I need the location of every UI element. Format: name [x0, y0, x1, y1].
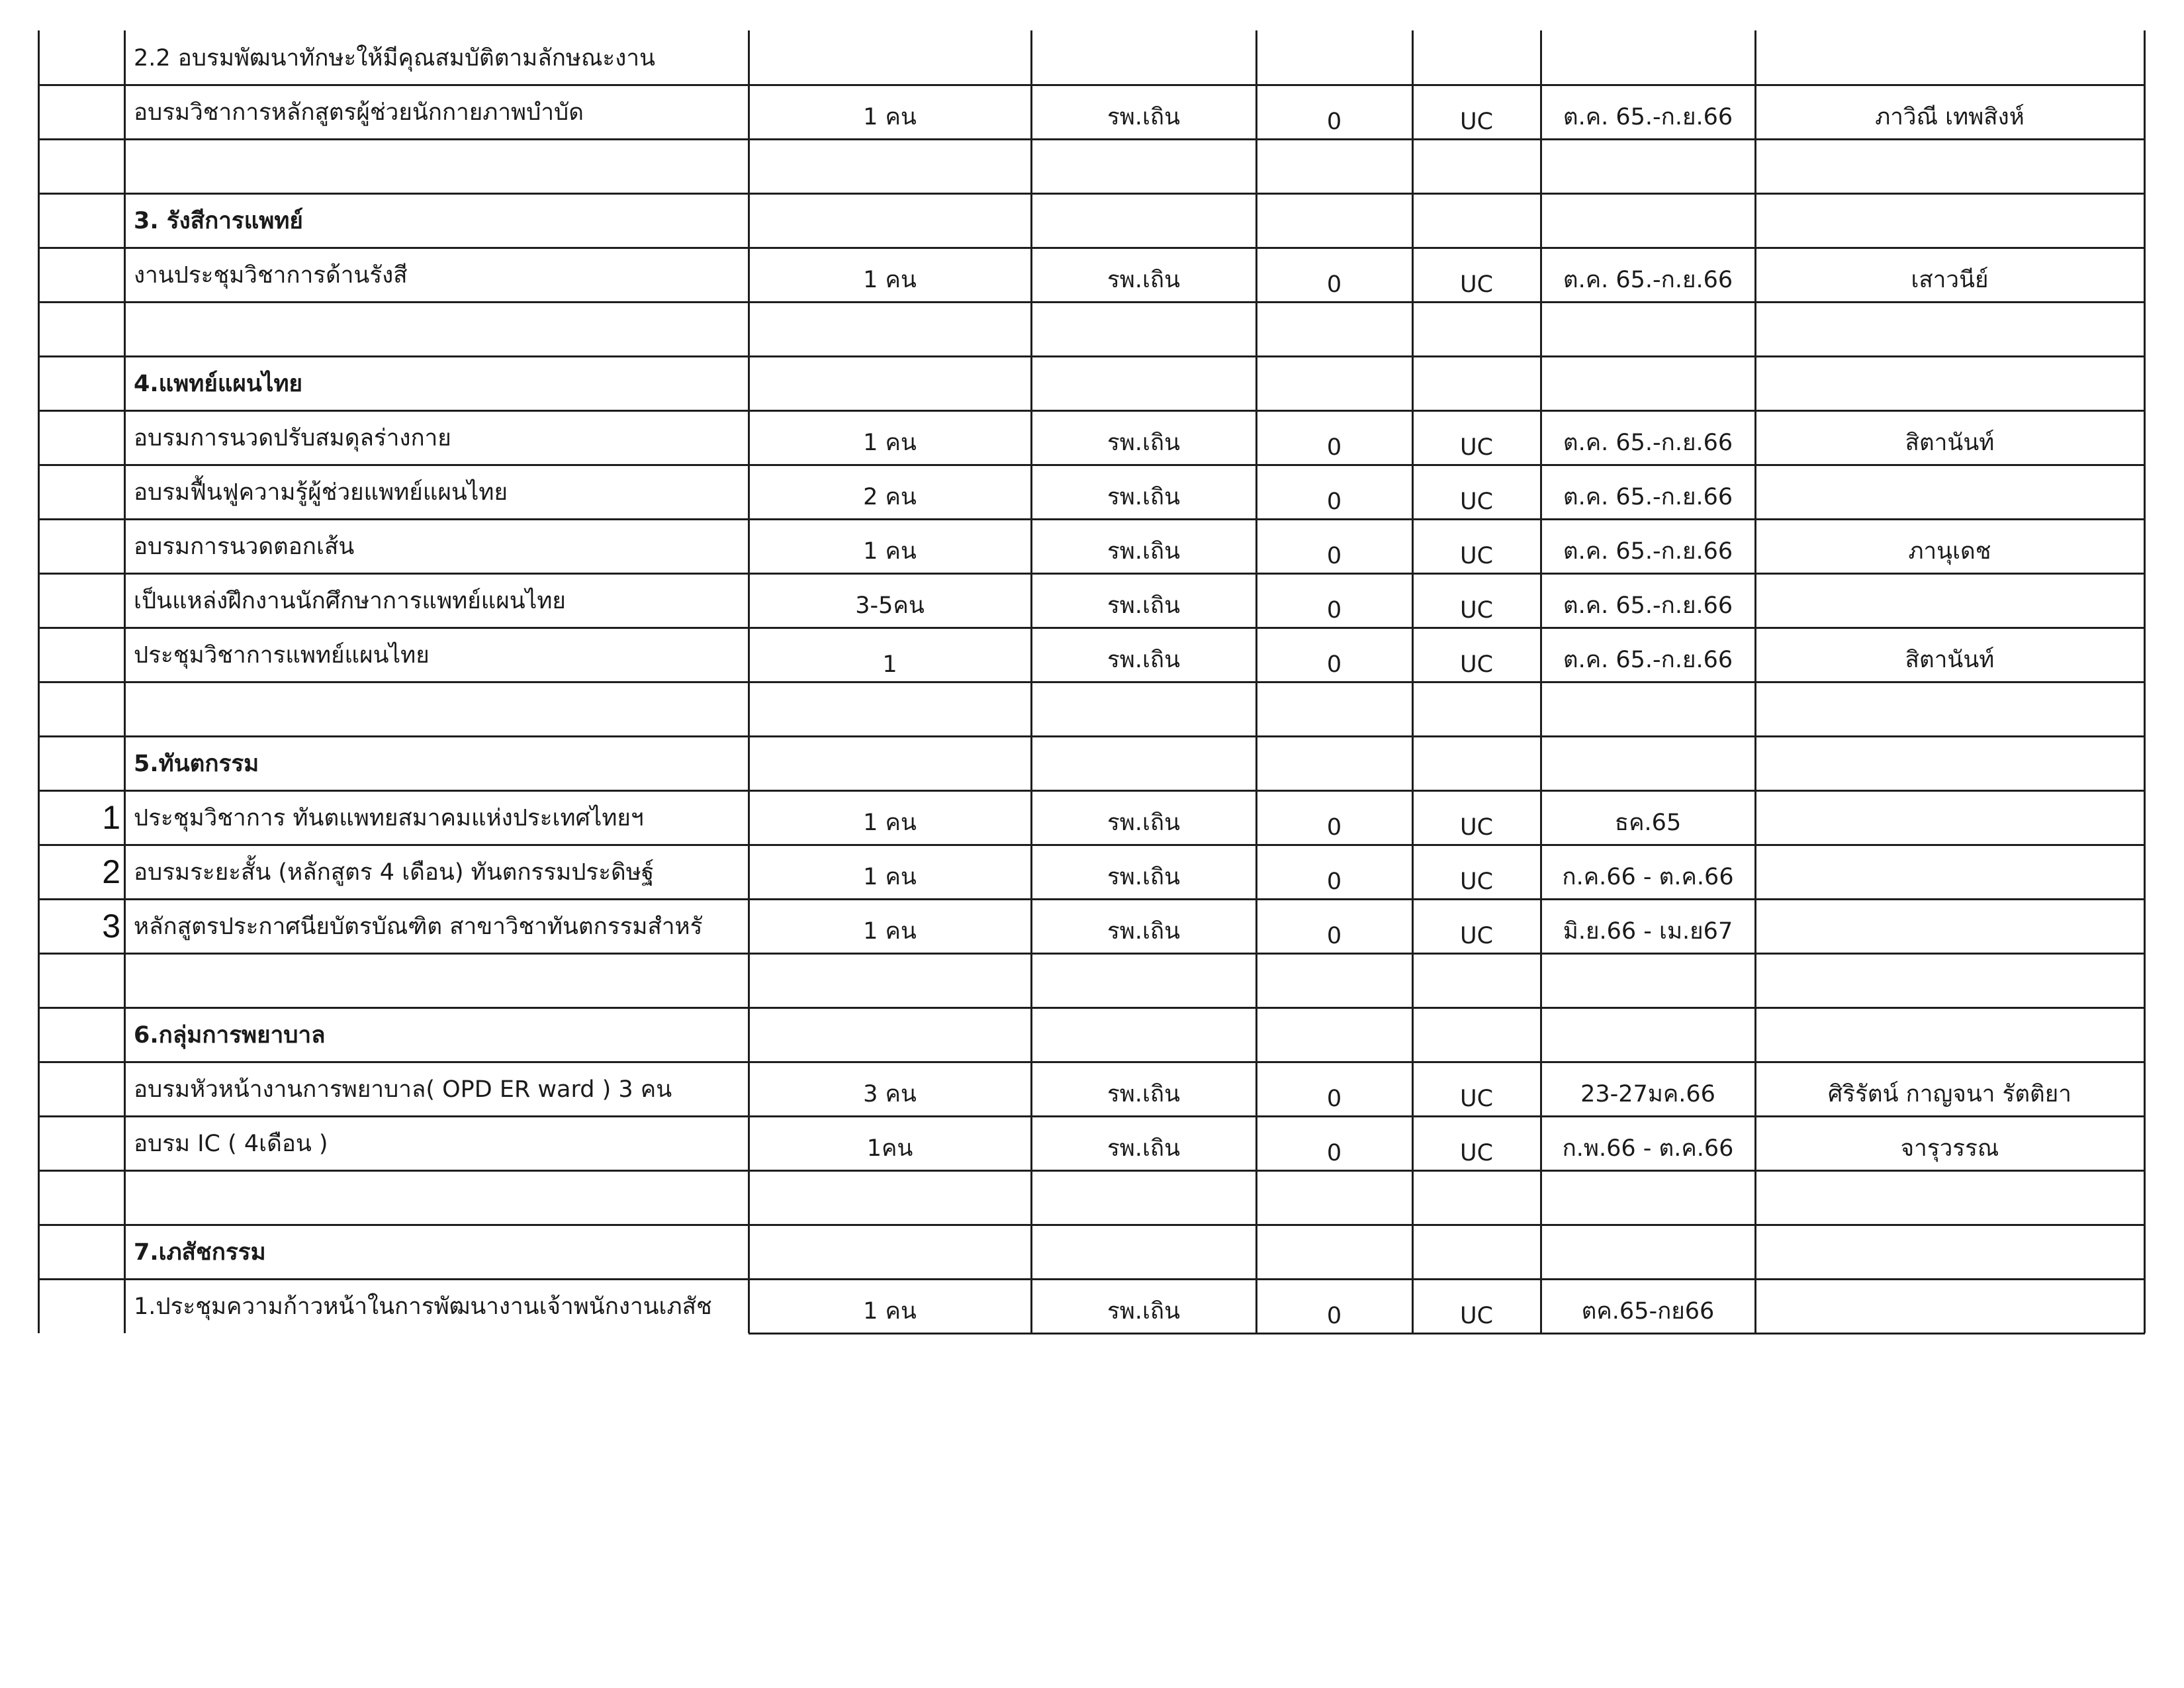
period-cell: มิ.ย.66 - เม.ย67 — [1563, 918, 1733, 945]
table-row — [38, 899, 2144, 953]
persons-cell: 1 คน — [863, 430, 917, 456]
responsible-cell: สิตานันท์ — [1905, 647, 1995, 673]
budget-cell — [1256, 953, 1412, 1008]
budget-cell — [1256, 302, 1412, 356]
grid-hline — [38, 681, 2145, 683]
persons-cell — [749, 736, 1031, 790]
section-heading-row — [38, 736, 2144, 790]
row-number-cell — [38, 248, 124, 302]
section-heading-row — [38, 193, 2144, 248]
row-number-cell — [38, 1170, 124, 1225]
fund-cell: UC — [1459, 1140, 1494, 1166]
grid-hline — [38, 953, 2145, 955]
fund-cell — [1412, 1008, 1541, 1062]
budget-cell: 0 — [1326, 1086, 1342, 1112]
row-number-cell — [38, 85, 124, 139]
activity-title-cell: อบรมหัวหน้างานการพยาบาล( OPD ER ward ) 3 คน — [134, 1076, 672, 1103]
grid-hline — [38, 627, 2145, 629]
budget-cell: 0 — [1326, 271, 1342, 298]
row-number-cell: 1 — [102, 799, 120, 836]
table-row — [38, 1062, 2144, 1116]
fund-cell — [1412, 682, 1541, 736]
budget-cell: 0 — [1326, 923, 1342, 949]
period-cell — [1541, 736, 1755, 790]
responsible-cell — [1755, 1170, 2144, 1225]
persons-cell: 1 — [882, 651, 897, 678]
persons-cell: 1 คน — [863, 1298, 917, 1325]
section-heading-row — [38, 356, 2144, 410]
budget-cell: 0 — [1326, 434, 1342, 461]
persons-cell — [749, 193, 1031, 248]
budget-cell: 0 — [1326, 597, 1342, 624]
row-number-cell — [38, 30, 124, 85]
budget-cell — [1256, 1225, 1412, 1279]
responsible-cell — [1755, 682, 2144, 736]
fund-cell: UC — [1459, 923, 1494, 949]
activity-title-cell: 4.แพทย์แผนไทย — [134, 370, 303, 397]
grid-hline — [38, 355, 2145, 357]
place-cell: รพ.เถิน — [1107, 1298, 1181, 1325]
table-row — [38, 1279, 2144, 1333]
place-cell: รพ.เถิน — [1107, 1135, 1181, 1162]
persons-cell — [749, 1170, 1031, 1225]
budget-cell: 0 — [1326, 1303, 1342, 1329]
place-cell — [1031, 682, 1256, 736]
row-number-cell — [38, 573, 124, 628]
fund-cell: UC — [1459, 651, 1494, 678]
responsible-cell — [1755, 1279, 2144, 1333]
grid-hline — [749, 1333, 2145, 1335]
persons-cell: 3 คน — [863, 1081, 917, 1107]
row-number-cell — [38, 410, 124, 465]
activity-title-cell: 7.เภสัชกรรม — [134, 1239, 266, 1266]
period-cell — [1541, 1225, 1755, 1279]
responsible-cell — [1755, 30, 2144, 85]
activity-title-cell: 2.2 อบรมพัฒนาทักษะให้มีคุณสมบัติตามลักษณะงาน — [134, 44, 655, 71]
budget-cell — [1256, 1170, 1412, 1225]
period-cell — [1541, 193, 1755, 248]
place-cell: รพ.เถิน — [1107, 267, 1181, 293]
table-row — [38, 85, 2144, 139]
grid-hline — [38, 735, 2145, 737]
table-row — [38, 519, 2144, 573]
persons-cell: 1 คน — [863, 864, 917, 890]
row-number-cell — [38, 682, 124, 736]
place-cell — [1031, 30, 1256, 85]
period-cell: ต.ค. 65.-ก.ย.66 — [1563, 647, 1733, 673]
table-row — [38, 682, 2144, 736]
budget-cell — [1256, 682, 1412, 736]
row-number-cell: 3 — [102, 908, 120, 945]
place-cell — [1031, 953, 1256, 1008]
period-cell: ต.ค. 65.-ก.ย.66 — [1563, 430, 1733, 456]
row-number-cell — [38, 519, 124, 573]
activity-title-cell: อบรม IC ( 4เดือน ) — [134, 1130, 328, 1157]
place-cell: รพ.เถิน — [1107, 864, 1181, 890]
fund-cell: UC — [1459, 109, 1494, 135]
table-row — [38, 302, 2144, 356]
persons-cell: 1คน — [866, 1135, 913, 1162]
row-number-cell — [38, 1116, 124, 1170]
table-row — [38, 845, 2144, 899]
row-number-cell — [38, 139, 124, 193]
activity-title-cell: อบรมการนวดตอกเส้น — [134, 533, 355, 560]
persons-cell: 1 คน — [863, 538, 917, 565]
grid-hline — [38, 790, 2145, 792]
period-cell — [1541, 302, 1755, 356]
grid-hline — [38, 1115, 2145, 1117]
table-row — [38, 790, 2144, 845]
row-number-cell — [38, 1008, 124, 1062]
grid-hline — [38, 518, 2145, 520]
table-row — [38, 465, 2144, 519]
period-cell — [1541, 139, 1755, 193]
period-cell: ต.ค. 65.-ก.ย.66 — [1563, 484, 1733, 510]
responsible-cell — [1755, 302, 2144, 356]
persons-cell — [749, 356, 1031, 410]
responsible-cell — [1755, 465, 2144, 519]
persons-cell — [749, 30, 1031, 85]
fund-cell: UC — [1459, 868, 1494, 895]
activity-title-cell: หลักสูตรประกาศนียบัตรบัณฑิต สาขาวิชาทันตกรรมสำหรั — [134, 913, 703, 940]
row-number-cell — [38, 1279, 124, 1333]
row-number-cell — [38, 1225, 124, 1279]
section-heading-row — [38, 1225, 2144, 1279]
responsible-cell — [1755, 356, 2144, 410]
activity-title-cell: งานประชุมวิชาการด้านรังสี — [134, 261, 408, 289]
period-cell — [1541, 682, 1755, 736]
fund-cell — [1412, 302, 1541, 356]
fund-cell — [1412, 30, 1541, 85]
row-number-cell — [38, 302, 124, 356]
place-cell — [1031, 302, 1256, 356]
place-cell — [1031, 1225, 1256, 1279]
table-row — [38, 953, 2144, 1008]
grid-hline — [38, 844, 2145, 846]
place-cell: รพ.เถิน — [1107, 647, 1181, 673]
activity-title-cell — [124, 302, 749, 356]
responsible-cell — [1755, 899, 2144, 953]
grid-hline — [38, 1278, 2145, 1280]
table-row — [38, 573, 2144, 628]
budget-cell: 0 — [1326, 109, 1342, 135]
table-row — [38, 139, 2144, 193]
budget-cell — [1256, 1008, 1412, 1062]
persons-cell — [749, 139, 1031, 193]
section-heading-row — [38, 1008, 2144, 1062]
responsible-cell — [1755, 845, 2144, 899]
persons-cell: 2 คน — [863, 484, 917, 510]
persons-cell — [749, 1008, 1031, 1062]
grid-hline — [38, 898, 2145, 900]
row-number-cell — [38, 356, 124, 410]
place-cell: รพ.เถิน — [1107, 538, 1181, 565]
responsible-cell: ภานุเดช — [1908, 538, 1991, 565]
persons-cell — [749, 682, 1031, 736]
grid-hline — [38, 410, 2145, 412]
place-cell — [1031, 1170, 1256, 1225]
grid-hline — [38, 138, 2145, 140]
activity-title-cell: 1.ประชุมความก้าวหน้าในการพัฒนางานเจ้าพนักงานเภสัช — [134, 1293, 712, 1320]
grid-hline — [38, 1007, 2145, 1009]
activity-title-cell: ประชุมวิชาการแพทย์แผนไทย — [134, 641, 430, 669]
budget-cell: 0 — [1326, 543, 1342, 569]
budget-cell — [1256, 736, 1412, 790]
persons-cell — [749, 1225, 1031, 1279]
place-cell — [1031, 193, 1256, 248]
activity-title-cell — [124, 682, 749, 736]
responsible-cell — [1755, 1008, 2144, 1062]
responsible-cell — [1755, 1225, 2144, 1279]
period-cell — [1541, 953, 1755, 1008]
period-cell — [1541, 1008, 1755, 1062]
place-cell — [1031, 1008, 1256, 1062]
grid-hline — [38, 464, 2145, 466]
budget-cell — [1256, 356, 1412, 410]
place-cell: รพ.เถิน — [1107, 430, 1181, 456]
activity-title-cell: อบรมวิชาการหลักสูตรผู้ช่วยนักกายภาพบำบัด — [134, 99, 584, 126]
place-cell: รพ.เถิน — [1107, 592, 1181, 619]
budget-cell — [1256, 30, 1412, 85]
grid-hline — [38, 1061, 2145, 1063]
budget-cell — [1256, 139, 1412, 193]
period-cell — [1541, 30, 1755, 85]
grid-hline — [38, 247, 2145, 249]
activity-title-cell: 3. รังสีการแพทย์ — [134, 207, 303, 234]
responsible-cell — [1755, 953, 2144, 1008]
persons-cell: 3-5คน — [855, 592, 925, 619]
period-cell: ต.ค. 65.-ก.ย.66 — [1563, 104, 1733, 130]
fund-cell: UC — [1459, 271, 1494, 298]
place-cell: รพ.เถิน — [1107, 810, 1181, 836]
period-cell: ก.ค.66 - ต.ค.66 — [1562, 864, 1734, 890]
period-cell: 23-27มค.66 — [1580, 1081, 1715, 1107]
place-cell — [1031, 736, 1256, 790]
activity-title-cell: 5.ทันตกรรม — [134, 750, 259, 777]
period-cell: ตค.65-กย66 — [1581, 1298, 1715, 1325]
grid-hline — [38, 193, 2145, 195]
activity-title-cell: อบรมการนวดปรับสมดุลร่างกาย — [134, 424, 451, 451]
fund-cell: UC — [1459, 543, 1494, 569]
row-number-cell — [38, 1062, 124, 1116]
place-cell — [1031, 139, 1256, 193]
budget-cell: 0 — [1326, 814, 1342, 841]
grid-hline — [38, 573, 2145, 575]
place-cell — [1031, 356, 1256, 410]
period-cell: ต.ค. 65.-ก.ย.66 — [1563, 538, 1733, 565]
activity-title-cell — [124, 1170, 749, 1225]
period-cell: ต.ค. 65.-ก.ย.66 — [1563, 267, 1733, 293]
fund-cell — [1412, 139, 1541, 193]
budget-cell: 0 — [1326, 651, 1342, 678]
table-row — [38, 1116, 2144, 1170]
fund-cell: UC — [1459, 1086, 1494, 1112]
responsible-cell: เสาวนีย์ — [1911, 267, 1989, 293]
table-row — [38, 248, 2144, 302]
fund-cell — [1412, 356, 1541, 410]
fund-cell — [1412, 193, 1541, 248]
row-number-cell — [38, 193, 124, 248]
place-cell: รพ.เถิน — [1107, 104, 1181, 130]
place-cell: รพ.เถิน — [1107, 1081, 1181, 1107]
activity-title-cell: เป็นแหล่งฝึกงานนักศึกษาการแพทย์แผนไทย — [134, 587, 566, 614]
budget-cell: 0 — [1326, 1140, 1342, 1166]
row-number-cell: 2 — [102, 853, 120, 890]
period-cell — [1541, 1170, 1755, 1225]
responsible-cell: จารุวรรณ — [1900, 1135, 1999, 1162]
fund-cell: UC — [1459, 814, 1494, 841]
grid-hline — [38, 1224, 2145, 1226]
persons-cell: 1 คน — [863, 104, 917, 130]
table-row — [38, 30, 2144, 85]
period-cell — [1541, 356, 1755, 410]
place-cell: รพ.เถิน — [1107, 484, 1181, 510]
budget-cell — [1256, 193, 1412, 248]
responsible-cell: ศิริรัตน์ กาญจนา รัตติยา — [1828, 1081, 2071, 1107]
activity-title-cell: อบรมระยะสั้น (หลักสูตร 4 เดือน) ทันตกรรมประดิษฐ์ — [134, 859, 655, 886]
place-cell: รพ.เถิน — [1107, 918, 1181, 945]
activity-title-cell: ประชุมวิชาการ ทันตแพทยสมาคมแห่งประเทศไทยฯ — [134, 804, 644, 831]
persons-cell — [749, 953, 1031, 1008]
fund-cell — [1412, 736, 1541, 790]
responsible-cell: ภาวิณี เทพสิงห์ — [1875, 104, 2025, 130]
grid-hline — [38, 84, 2145, 86]
row-number-cell — [38, 736, 124, 790]
table-row — [38, 1170, 2144, 1225]
fund-cell — [1412, 1170, 1541, 1225]
fund-cell — [1412, 953, 1541, 1008]
persons-cell: 1 คน — [863, 267, 917, 293]
grid-hline — [38, 1170, 2145, 1172]
persons-cell: 1 คน — [863, 810, 917, 836]
activity-title-cell: อบรมฟื้นฟูความรู้ผู้ช่วยแพทย์แผนไทย — [134, 479, 508, 506]
budget-cell: 0 — [1326, 489, 1342, 515]
responsible-cell: สิตานันท์ — [1905, 430, 1995, 456]
row-number-cell — [38, 465, 124, 519]
period-cell: ธค.65 — [1614, 810, 1682, 836]
grid-hline — [38, 301, 2145, 303]
period-cell: ก.พ.66 - ต.ค.66 — [1562, 1135, 1734, 1162]
activity-title-cell — [124, 139, 749, 193]
persons-cell — [749, 302, 1031, 356]
responsible-cell — [1755, 736, 2144, 790]
fund-cell: UC — [1459, 489, 1494, 515]
responsible-cell — [1755, 139, 2144, 193]
responsible-cell — [1755, 193, 2144, 248]
fund-cell: UC — [1459, 434, 1494, 461]
table-row — [38, 410, 2144, 465]
fund-cell: UC — [1459, 597, 1494, 624]
budget-cell: 0 — [1326, 868, 1342, 895]
row-number-cell — [38, 628, 124, 682]
persons-cell: 1 คน — [863, 918, 917, 945]
row-number-cell — [38, 953, 124, 1008]
table-row — [38, 628, 2144, 682]
responsible-cell — [1755, 573, 2144, 628]
period-cell: ต.ค. 65.-ก.ย.66 — [1563, 592, 1733, 619]
fund-cell — [1412, 1225, 1541, 1279]
fund-cell: UC — [1459, 1303, 1494, 1329]
activity-title-cell — [124, 953, 749, 1008]
responsible-cell — [1755, 790, 2144, 845]
activity-title-cell: 6.กลุ่มการพยาบาล — [134, 1021, 326, 1049]
